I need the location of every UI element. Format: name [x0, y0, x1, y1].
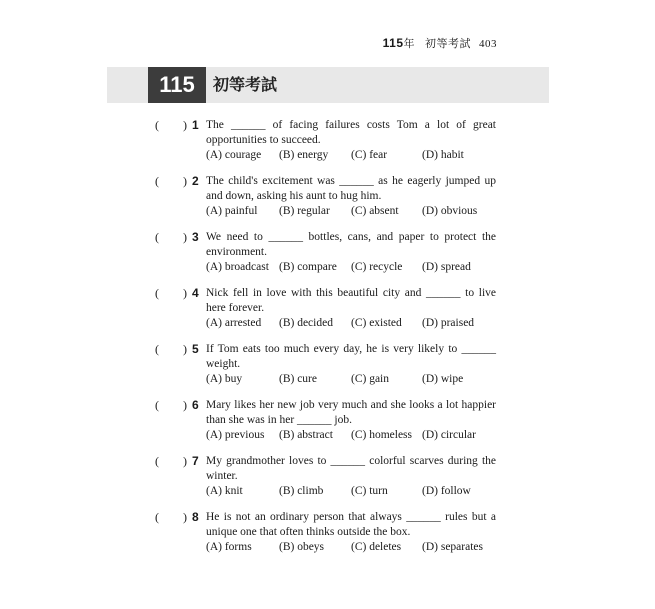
running-head-suffix: 年	[403, 38, 415, 50]
running-head-number: 115	[382, 36, 404, 50]
question-stem: Nick fell in love with this beautiful city and ______ to live here forever.	[206, 287, 499, 314]
answer-blank-close: )	[183, 342, 187, 356]
option-c: (C) turn	[351, 485, 388, 497]
question-stem: He is not an ordinary person that always ______ rules but a unique one that often thinks outside the box.	[206, 511, 499, 538]
answer-blank-open: (	[155, 398, 159, 412]
answer-blank-open: (	[155, 118, 159, 132]
option-a: (A) buy	[206, 373, 243, 385]
option-b: (B) obeys	[279, 541, 325, 553]
answer-blank-close: )	[183, 510, 187, 524]
option-a: (A) previous	[206, 429, 265, 441]
option-d: (D) spread	[422, 261, 471, 273]
question-number: 1	[192, 118, 199, 132]
question-item	[0, 398, 655, 454]
option-b: (B) abstract	[279, 429, 333, 441]
question-item	[0, 454, 655, 510]
option-c: (C) recycle	[351, 261, 403, 273]
question-item	[0, 230, 655, 286]
question-item	[0, 510, 655, 566]
option-d: (D) habit	[422, 149, 464, 161]
question-stem: If Tom eats too much every day, he is very likely to ______ weight.	[206, 343, 499, 370]
section-number-badge: 115	[148, 67, 206, 103]
answer-blank-open: (	[155, 342, 159, 356]
option-d: (D) wipe	[422, 373, 464, 385]
section-title: 初等考試	[213, 75, 278, 94]
question-stem: We need to ______ bottles, cans, and paper to protect the environment.	[206, 231, 499, 258]
answer-blank-close: )	[183, 118, 187, 132]
option-a: (A) arrested	[206, 317, 262, 329]
question-stem: My grandmother loves to ______ colorful scarves during the winter.	[206, 455, 499, 482]
answer-blank-close: )	[183, 230, 187, 244]
answer-blank-open: (	[155, 510, 159, 524]
option-c: (C) gain	[351, 373, 390, 385]
option-d: (D) follow	[422, 485, 471, 497]
answer-blank-open: (	[155, 454, 159, 468]
option-c: (C) absent	[351, 205, 399, 217]
page-number: 403	[479, 38, 497, 50]
answer-blank-close: )	[183, 286, 187, 300]
option-b: (B) regular	[279, 205, 330, 217]
option-b: (B) cure	[279, 373, 317, 385]
option-a: (A) courage	[206, 149, 262, 161]
option-a: (A) forms	[206, 541, 252, 553]
question-number: 2	[192, 174, 199, 188]
question-stem: The ______ of facing failures costs Tom a lot of great opportunities to succeed.	[206, 119, 499, 146]
question-item	[0, 174, 655, 230]
option-c: (C) homeless	[351, 429, 413, 441]
option-d: (D) separates	[422, 541, 483, 553]
question-stem: Mary likes her new job very much and she looks a lot happier than she was in her ______ job.	[206, 399, 499, 426]
question-number: 6	[192, 398, 199, 412]
option-b: (B) climb	[279, 485, 324, 497]
option-a: (A) painful	[206, 205, 258, 217]
answer-blank-close: )	[183, 454, 187, 468]
question-stem: The child's excitement was ______ as he eagerly jumped up and down, asking his aunt to hug him.	[206, 175, 499, 202]
question-number: 7	[192, 454, 199, 468]
section-title-band	[107, 67, 549, 103]
option-c: (C) deletes	[351, 541, 402, 553]
option-d: (D) circular	[422, 429, 476, 441]
answer-blank-open: (	[155, 174, 159, 188]
answer-blank-open: (	[155, 230, 159, 244]
question-item	[0, 118, 655, 174]
option-c: (C) fear	[351, 149, 388, 161]
option-c: (C) existed	[351, 317, 402, 329]
answer-blank-close: )	[183, 398, 187, 412]
question-list	[0, 118, 655, 566]
answer-blank-open: (	[155, 286, 159, 300]
question-number: 3	[192, 230, 199, 244]
running-head	[383, 35, 497, 51]
question-number: 8	[192, 510, 199, 524]
option-b: (B) energy	[279, 149, 329, 161]
answer-blank-close: )	[183, 174, 187, 188]
option-d: (D) obvious	[422, 205, 478, 217]
question-number: 5	[192, 342, 199, 356]
question-number: 4	[192, 286, 199, 300]
option-b: (B) decided	[279, 317, 333, 329]
option-d: (D) praised	[422, 317, 475, 329]
question-item	[0, 286, 655, 342]
option-a: (A) knit	[206, 485, 243, 497]
question-item	[0, 342, 655, 398]
running-head-title: 初等考試	[425, 38, 471, 50]
option-b: (B) compare	[279, 261, 337, 273]
option-a: (A) broadcast	[206, 261, 269, 273]
